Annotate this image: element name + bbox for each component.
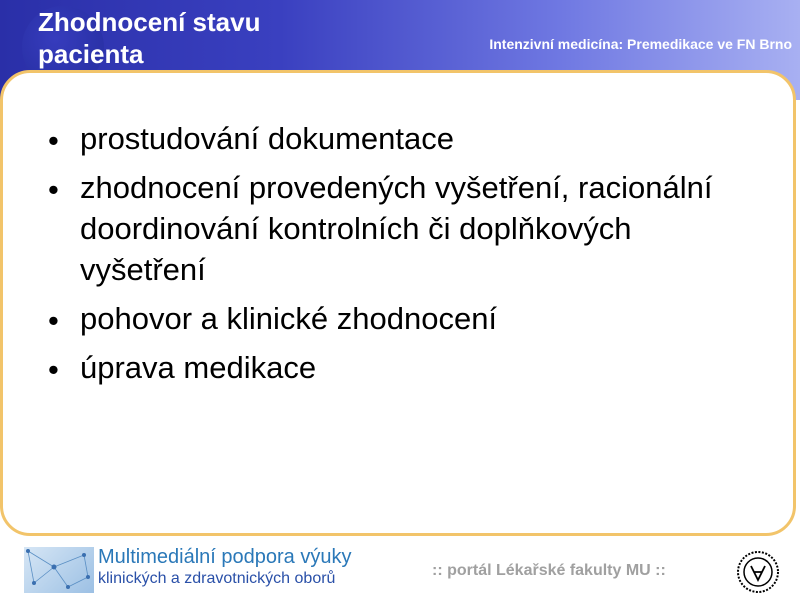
- portal-link[interactable]: :: portál Lékařské fakulty MU ::: [432, 562, 666, 579]
- footer-brand: [98, 546, 351, 590]
- bullet-text: úprava medikace: [80, 350, 317, 385]
- bullet-dot-icon: •: [48, 303, 59, 338]
- bullet-dot-icon: •: [48, 172, 59, 207]
- brand-line-2: klinických a zdravotnických oborů: [98, 570, 336, 587]
- bullet-item: [42, 347, 762, 388]
- bullet-text: prostudování dokumentace: [80, 121, 454, 156]
- bullet-item: [42, 298, 762, 339]
- bullet-item: [42, 118, 762, 159]
- bullet-text: pohovor a klinické zhodnocení: [80, 301, 498, 336]
- slide-subtitle: Intenzivní medicína: Premedikace ve FN Brno: [489, 36, 792, 52]
- bullet-list: [42, 118, 762, 396]
- university-seal-icon: [736, 550, 780, 594]
- slide-title: Zhodnocení stavu pacienta: [38, 7, 261, 69]
- network-logo-icon: [24, 547, 94, 593]
- brand-line-1: Multimediální podpora výuky: [98, 546, 352, 568]
- bullet-dot-icon: •: [48, 352, 59, 387]
- bullet-dot-icon: •: [48, 123, 59, 158]
- bullet-item: [42, 167, 762, 290]
- bullet-text: zhodnocení provedených vyšetření, racionální doordinování kontrolních či doplňkových vyšetření: [80, 170, 713, 287]
